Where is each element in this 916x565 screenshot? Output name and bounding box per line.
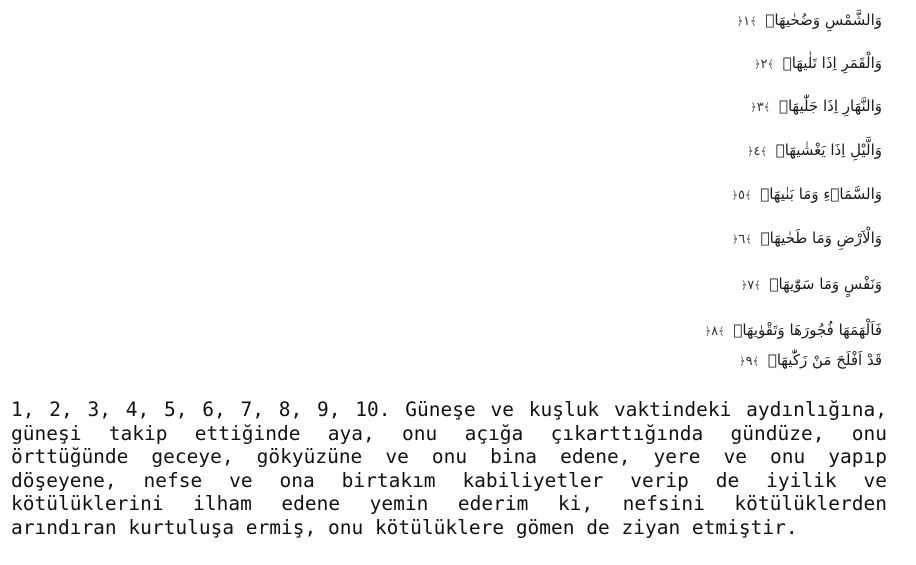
verse-number-marker: ﴾١﴿ bbox=[736, 14, 757, 29]
translation-line: güneşi takip ettiğinde aya, onu açığa çıkarttığında gündüze, onu bbox=[11, 421, 887, 445]
verse-1 bbox=[622, 10, 882, 32]
verse-text: وَالَّيْلِ اِذَا يَغْشٰيهَاۙ bbox=[775, 141, 882, 159]
verse-number-marker: ﴾٣﴿ bbox=[750, 100, 771, 115]
verse-text: وَالنَّهَارِ اِذَا جَلّٰيهَاۙ bbox=[778, 97, 882, 115]
verse-number-marker: ﴾٩﴿ bbox=[739, 354, 760, 369]
verse-number-marker: ﴾٨﴿ bbox=[704, 324, 725, 339]
verse-2 bbox=[622, 53, 882, 75]
verse-text: وَالشَّمْسِ وَضُحٰيهَاۙ bbox=[765, 11, 882, 29]
verse-number-marker: ﴾٧﴿ bbox=[740, 278, 761, 293]
verse-text: وَالسَّمَاۤءِ وَمَا بَنٰيهَاۙ bbox=[760, 185, 882, 203]
verse-7 bbox=[622, 274, 882, 296]
verse-text: فَاَلْهَمَهَا فُجُورَهَا وَتَقْوٰيهَاۙ bbox=[733, 321, 882, 339]
turkish-translation bbox=[11, 398, 887, 539]
verse-4 bbox=[622, 140, 882, 162]
verse-number-marker: ﴾٥﴿ bbox=[731, 188, 752, 203]
verse-text: وَالْاَرْضِ وَمَا طَحٰيهَاۙ bbox=[760, 229, 882, 247]
translation-line: döşeyene, nefse ve ona birtakım kabiliyetler verip de iyilik ve bbox=[11, 468, 887, 492]
verse-text: قَدْ اَفْلَحَ مَنْ زَكّٰيهَاۙ bbox=[767, 351, 882, 369]
verse-8 bbox=[622, 320, 882, 342]
verse-text: وَالْقَمَرِ اِذَا تَلٰيهَاۙ bbox=[782, 54, 882, 72]
translation-line: arındıran kurtuluşa ermiş, onu kötülüklere gömen de ziyan etmiştir. bbox=[11, 515, 798, 539]
verse-5 bbox=[622, 184, 882, 206]
arabic-verses bbox=[622, 6, 882, 372]
verse-text: وَنَفْسٍ وَمَا سَوّٰيهَاۙ bbox=[769, 275, 882, 293]
verse-9 bbox=[622, 350, 882, 372]
translation-line: örttüğünde geceye, gökyüzüne ve onu bina edene, yere ve onu yapıp bbox=[11, 445, 887, 468]
verse-3 bbox=[622, 96, 882, 118]
verse-number-marker: ﴾٤﴿ bbox=[747, 144, 767, 159]
translation-line: 1, 2, 3, 4, 5, 6, 7, 8, 9, 10. Güneşe ve kuşluk vaktindeki aydınlığına, bbox=[11, 398, 887, 421]
translation-line: kötülüklerini ilham edene yemin ederim ki, nefsini kötülüklerden bbox=[11, 492, 887, 515]
verse-number-marker: ﴾٢﴿ bbox=[754, 57, 774, 72]
verse-6 bbox=[622, 228, 882, 250]
verse-number-marker: ﴾٦﴿ bbox=[731, 232, 752, 247]
